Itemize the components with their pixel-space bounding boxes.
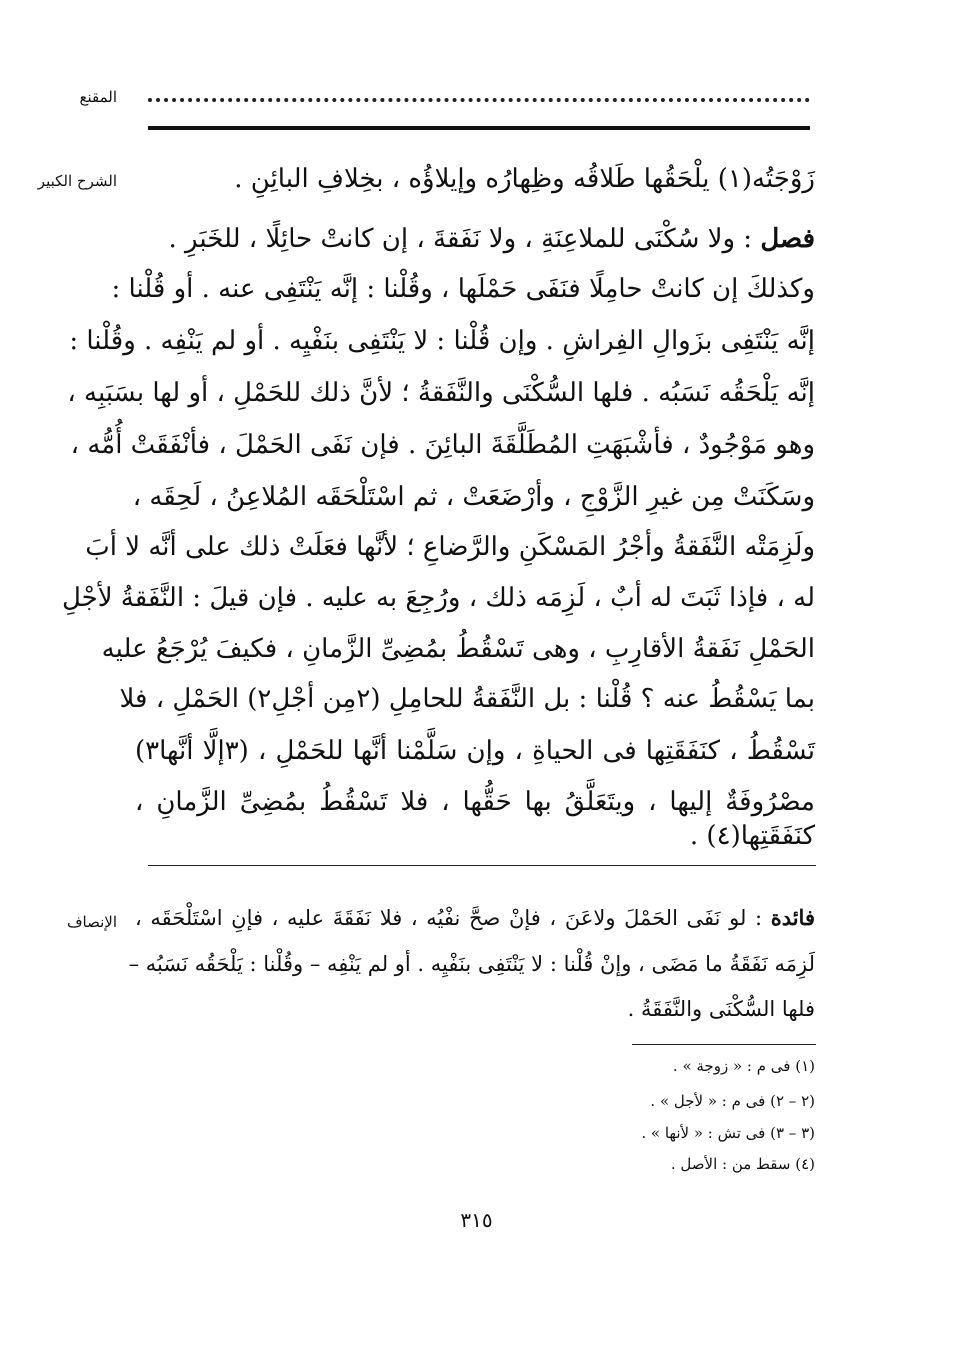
footnote-item: (٤) سقط من : الأصل . xyxy=(670,1155,815,1173)
main-text-line: بما يَسْقُطُ عنه ؟ قُلْنا : بل النَّفَقةُ للحامِلِ (٢مِن أجْلِ٢) الحَمْلِ ، فلا xyxy=(119,684,815,714)
main-text-line: مصْرُوفَةٌ إليها ، ويتَعَلَّقُ بها حَقُّها ، فلا تَسْقُطُ بمُضِىِّ الزَّمانِ ، xyxy=(135,787,815,817)
insaf-text-line: فلها السُّكْنَى والنَّفَقَةُ . xyxy=(627,997,815,1021)
main-text-line: وسَكَنَتْ مِن غيرِ الزَّوْجِ ، وأرْضَعَتْ ، ثم اسْتَلْحَقَه المُلاعِنُ ، لَحِقَه ، xyxy=(132,482,815,512)
footnote-item: (١) فى م : « زوجة » . xyxy=(672,1057,815,1075)
section-label-sharh: الشرح الكبير xyxy=(37,172,117,190)
main-text-line: الحَمْلِ نَفَقةُ الأقارِبِ ، وهى تَسْقُطُ بمُضِىِّ الزَّمانِ ، فكيفَ يُرْجَعُ عليه xyxy=(101,634,815,664)
book-title: المقنع xyxy=(79,88,117,106)
fasl-text: : ولا سُكْنَى للملاعِنَةِ ، ولا نَفَقةَ ، إن كانتْ حائِلًا ، للخَبَرِ . xyxy=(168,224,753,254)
header-dotted-divider xyxy=(148,98,810,102)
main-text-line: وكذلكَ إن كانتْ حامِلًا فنَفَى حَمْلَها ، وقُلْنا : إنَّه يَنْتَفِى عنه . أو قُلْنا : xyxy=(111,274,815,304)
main-text-line: تَسْقُطُ ، كنَفَقَتِها فى الحياةِ ، وإن سَلَّمْنا أنَّها للحَمْلِ ، (٣إلَّا أنَّها٣) xyxy=(135,736,816,766)
main-text-line: كنَفَقَتِها(٤) . xyxy=(689,821,815,851)
section-divider xyxy=(148,865,816,866)
footnote-item: (٣ – ٣) فى تش : « لأنها » . xyxy=(641,1124,815,1142)
main-text-line-fasl xyxy=(135,215,815,263)
insaf-text-line-faida xyxy=(135,898,815,938)
fasl-heading: فصل xyxy=(760,224,815,254)
insaf-text-line: لَزِمَه نَفَقَةُ ما مَضَى ، وإنْ قُلْنا : لا يَنْتَفِى بنَفْيِه . أو لم يَنْفِه – وقُلْنا : يَلْحَقُه نَسَبُه – xyxy=(128,952,815,976)
main-text-line: إنَّه يَنْتَفِى بزَوالِ الفِراشِ . وإن قُلْنا : لا يَنْتَفِى بنَفْيِه . أو لم يَنْفِه . وقُلْنا : xyxy=(69,326,815,356)
footnote-divider xyxy=(632,1044,816,1045)
main-text-line: زَوْجَتُه(١) يلْحَقُها طَلاقُه وظِهارُه وإيلاؤُه ، بخِلافِ البائِنِ . xyxy=(234,164,815,194)
main-text-line: إنَّه يَلْحَقُه نَسَبُه . فلها السُّكْنَى والنَّفَقةُ ؛ لأنَّ ذلك للحَمْلِ ، أو لها بسَبَبِه ، xyxy=(67,378,815,408)
main-text-line: له ، فإذا ثَبَتَ له أبٌ ، لَزِمَه ذلك ، ورُجِعَ به عليه . فإن قيلَ : النَّفَقةُ لأجْلِ xyxy=(61,583,815,613)
main-text-line: وهو مَوْجُودٌ ، فأشْبَهَتِ المُطَلَّقَةَ البائِنَ . فإن نَفَى الحَمْلَ ، فأنْفَقَتْ أُمُّه ، xyxy=(70,430,815,460)
faida-text: : لو نَفَى الحَمْلَ ولاعَنَ ، فإنْ صحَّ نفْيُه ، فلا نَفَقَةَ عليه ، فإنِ اسْتَلْحَقَه ، xyxy=(135,906,763,930)
footnote-item: (٢ – ٢) فى م : « لأجل » . xyxy=(650,1092,815,1110)
page-number: ٣١٥ xyxy=(460,1208,493,1232)
main-text-line: ولَزِمَتْه النَّفَقةُ وأجْرُ المَسْكَنِ والرَّضاعِ ؛ لأنَّها فعَلَتْ ذلك على أنَّه لا أبَ xyxy=(85,532,815,562)
header-solid-divider xyxy=(148,126,810,130)
faida-heading: فائدة xyxy=(770,905,815,930)
section-label-insaf: الإنصاف xyxy=(66,913,117,931)
